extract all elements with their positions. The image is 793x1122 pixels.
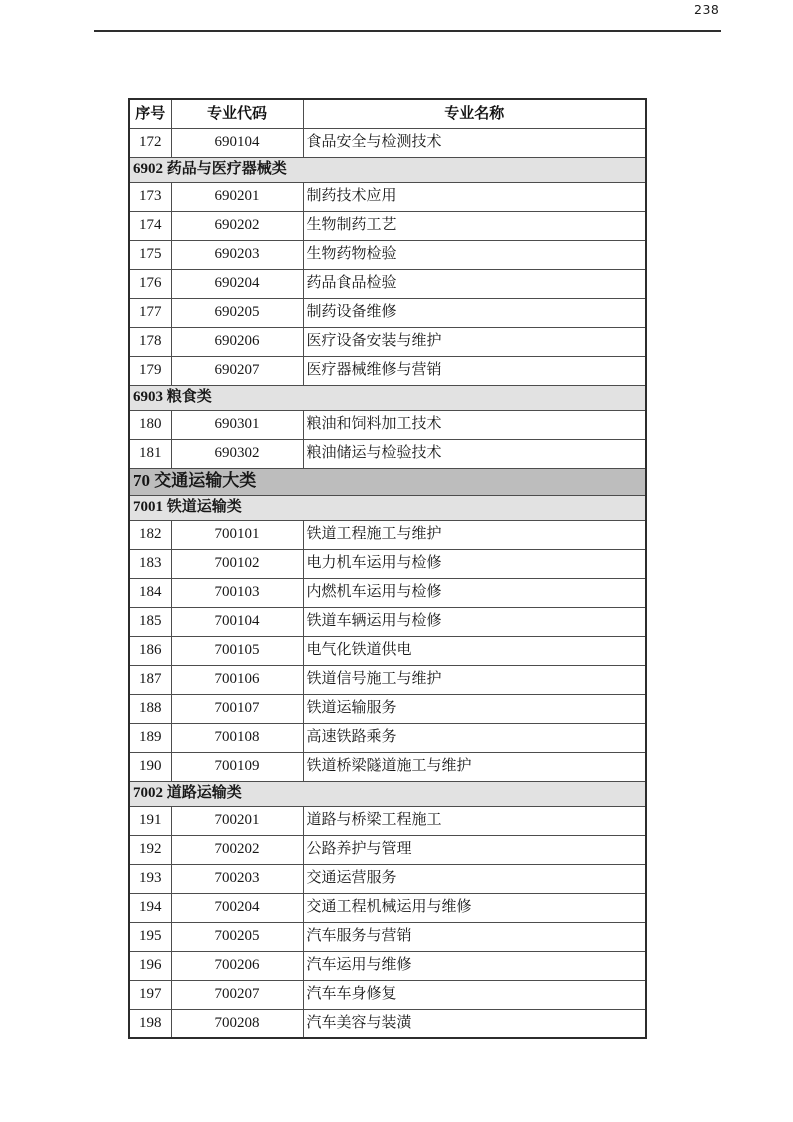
major-name-cell: 电气化铁道供电 [303,636,646,665]
table-row [129,806,646,835]
row-serial-cell: 185 [129,607,171,636]
major-name-cell: 粮油和饲料加工技术 [303,410,646,439]
major-code-cell: 700105 [171,636,303,665]
major-code-cell: 700207 [171,980,303,1009]
row-serial-cell: 188 [129,694,171,723]
major-name-cell: 汽车服务与营销 [303,922,646,951]
row-serial-cell: 193 [129,864,171,893]
major-code-cell: 700202 [171,835,303,864]
row-serial-cell: 198 [129,1009,171,1038]
subcategory-label: 7002 道路运输类 [129,781,646,806]
row-serial-cell: 180 [129,410,171,439]
table-row [129,980,646,1009]
major-code-cell: 690104 [171,128,303,157]
row-serial-cell: 184 [129,578,171,607]
major-code-cell: 690205 [171,298,303,327]
row-serial-cell: 190 [129,752,171,781]
major-code-cell: 690201 [171,182,303,211]
row-serial-cell: 173 [129,182,171,211]
major-code-cell: 700205 [171,922,303,951]
subcategory-row [129,385,646,410]
subcategory-row [129,157,646,182]
major-code-cell: 700107 [171,694,303,723]
major-name-cell: 医疗器械维修与营销 [303,356,646,385]
row-serial-cell: 191 [129,806,171,835]
major-name-cell: 铁道工程施工与维护 [303,520,646,549]
major-name-cell: 内燃机车运用与检修 [303,578,646,607]
major-code-cell: 690302 [171,439,303,468]
row-serial-cell: 192 [129,835,171,864]
row-serial-cell: 182 [129,520,171,549]
major-category-label: 70 交通运输大类 [129,468,646,495]
row-serial-cell: 195 [129,922,171,951]
table-row [129,636,646,665]
row-serial-cell: 175 [129,240,171,269]
row-serial-cell: 189 [129,723,171,752]
major-code-cell: 700204 [171,893,303,922]
major-code-cell: 700106 [171,665,303,694]
table-row [129,578,646,607]
table-row [129,439,646,468]
major-name-cell: 药品食品检验 [303,269,646,298]
major-name-cell: 汽车车身修复 [303,980,646,1009]
major-name-cell: 道路与桥梁工程施工 [303,806,646,835]
table-row [129,607,646,636]
major-code-cell: 690202 [171,211,303,240]
table-row [129,410,646,439]
major-name-cell: 医疗设备安装与维护 [303,327,646,356]
major-code-cell: 700203 [171,864,303,893]
major-codes-table [128,98,647,1039]
subcategory-row [129,495,646,520]
major-code-cell: 700101 [171,520,303,549]
major-name-cell: 公路养护与管理 [303,835,646,864]
major-code-cell: 700108 [171,723,303,752]
major-name-cell: 制药技术应用 [303,182,646,211]
major-code-cell: 690301 [171,410,303,439]
page-number: 238 [694,2,720,17]
major-name-cell: 粮油储运与检验技术 [303,439,646,468]
major-name-cell: 食品安全与检测技术 [303,128,646,157]
subcategory-label: 6902 药品与医疗器械类 [129,157,646,182]
subcategory-label: 7001 铁道运输类 [129,495,646,520]
major-name-cell: 生物制药工艺 [303,211,646,240]
major-code-cell: 700201 [171,806,303,835]
subcategory-label: 6903 粮食类 [129,385,646,410]
row-serial-cell: 183 [129,549,171,578]
table-row [129,356,646,385]
major-code-cell: 690203 [171,240,303,269]
row-serial-cell: 176 [129,269,171,298]
row-serial-cell: 174 [129,211,171,240]
column-header-name: 专业名称 [303,99,646,128]
table-row [129,922,646,951]
major-name-cell: 汽车运用与维修 [303,951,646,980]
major-name-cell: 铁道信号施工与维护 [303,665,646,694]
table-header-row [129,99,646,128]
row-serial-cell: 194 [129,893,171,922]
table-row [129,269,646,298]
table-row [129,520,646,549]
major-name-cell: 生物药物检验 [303,240,646,269]
table-row [129,182,646,211]
table-row [129,1009,646,1038]
row-serial-cell: 172 [129,128,171,157]
major-name-cell: 交通工程机械运用与维修 [303,893,646,922]
row-serial-cell: 179 [129,356,171,385]
row-serial-cell: 186 [129,636,171,665]
major-name-cell: 铁道运输服务 [303,694,646,723]
major-name-cell: 制药设备维修 [303,298,646,327]
major-code-cell: 700103 [171,578,303,607]
major-name-cell: 高速铁路乘务 [303,723,646,752]
table-row [129,864,646,893]
table-row [129,549,646,578]
column-header-serial: 序号 [129,99,171,128]
subcategory-row [129,781,646,806]
row-serial-cell: 197 [129,980,171,1009]
major-code-cell: 700206 [171,951,303,980]
table-row [129,327,646,356]
major-code-cell: 690207 [171,356,303,385]
table-row [129,951,646,980]
header-rule [94,30,721,32]
major-code-cell: 700104 [171,607,303,636]
major-code-cell: 690206 [171,327,303,356]
table-row [129,665,646,694]
row-serial-cell: 178 [129,327,171,356]
row-serial-cell: 181 [129,439,171,468]
column-header-code: 专业代码 [171,99,303,128]
major-name-cell: 电力机车运用与检修 [303,549,646,578]
table-row [129,240,646,269]
table-row [129,835,646,864]
table-row [129,723,646,752]
major-code-cell: 700208 [171,1009,303,1038]
major-code-cell: 700109 [171,752,303,781]
major-code-cell: 690204 [171,269,303,298]
major-category-row [129,468,646,495]
row-serial-cell: 177 [129,298,171,327]
table-row [129,128,646,157]
major-name-cell: 铁道车辆运用与检修 [303,607,646,636]
major-code-cell: 700102 [171,549,303,578]
table-row [129,298,646,327]
major-name-cell: 汽车美容与装潢 [303,1009,646,1038]
table-row [129,752,646,781]
table-row [129,694,646,723]
table-row [129,893,646,922]
table-row [129,211,646,240]
major-name-cell: 交通运营服务 [303,864,646,893]
row-serial-cell: 187 [129,665,171,694]
major-name-cell: 铁道桥梁隧道施工与维护 [303,752,646,781]
row-serial-cell: 196 [129,951,171,980]
